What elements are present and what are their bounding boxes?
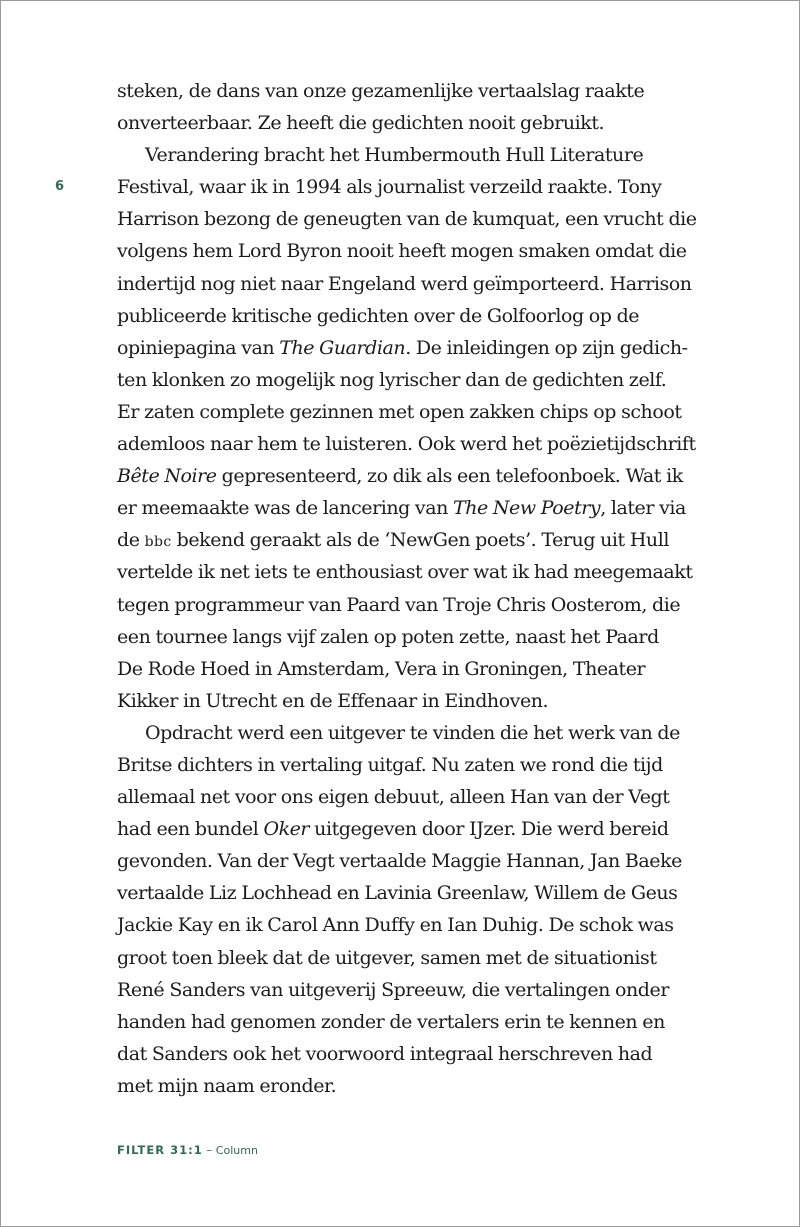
text-line: Harrison bezong de geneugten van de kumquat, een vrucht die — [117, 208, 697, 231]
text-line: Jackie Kay en ik Carol Ann Duffy en Ian Duhig. De schok was — [117, 914, 674, 937]
text-line: Verandering bracht het Humbermouth Hull Literature — [145, 144, 644, 167]
text-line: er meemaakte was de lancering van The New Poetry, later via — [117, 497, 686, 520]
text-line: opiniepagina van The Guardian. De inleidingen op zijn gedich- — [117, 336, 688, 359]
text-line: René Sanders van uitgeverij Spreeuw, die vertalingen onder — [117, 978, 669, 1001]
text-line: indertijd nog niet naar Engeland werd geïmporteerd. Harrison — [117, 272, 692, 295]
text-line: Britse dichters in vertaling uitgaf. Nu zaten we rond die tijd — [117, 753, 663, 776]
italic-title: Oker — [263, 818, 310, 841]
small-caps-abbreviation: bbc — [144, 534, 172, 551]
text-line: Festival, waar ik in 1994 als journalist verzeild raakte. Tony — [117, 176, 662, 199]
column-body — [117, 75, 697, 1102]
italic-title: Bête Noire — [117, 465, 217, 488]
page-number: 6 — [55, 179, 65, 194]
text-line: Er zaten complete gezinnen met open zakken chips op schoot — [117, 400, 682, 423]
text-line: handen had genomen zonder de vertalers erin te kennen en — [117, 1010, 665, 1033]
text-line: volgens hem Lord Byron nooit heeft mogen smaken omdat die — [117, 240, 687, 263]
text-line: Bête Noire gepresenteerd, zo dik als een telefoonboek. Wat ik — [117, 465, 683, 488]
text-line: een tournee langs vijf zalen op poten zette, naast het Paard — [117, 625, 659, 648]
text-line: Kikker in Utrecht en de Effenaar in Eindhoven. — [117, 689, 549, 712]
text-line: allemaal net voor ons eigen debuut, alleen Han van der Vegt — [117, 786, 670, 809]
text-line: De Rode Hoed in Amsterdam, Vera in Groningen, Theater — [117, 657, 646, 680]
text-line: publiceerde kritische gedichten over de Golfoorlog op de — [117, 304, 640, 327]
journal-name: FILTER 31:1 — [117, 1143, 203, 1157]
text-line: groot toen bleek dat de uitgever, samen met de situationist — [117, 946, 657, 969]
text-line: onverteerbaar. Ze heeft die gedichten nooit gebruikt. — [117, 112, 605, 135]
text-line: ten klonken zo mogelijk nog lyrischer dan de gedichten zelf. — [117, 368, 667, 391]
text-line: steken, de dans van onze gezamenlijke vertaalslag raakte — [117, 80, 645, 102]
text-line: gevonden. Van der Vegt vertaalde Maggie Hannan, Jan Baeke — [117, 850, 682, 873]
text-line: de bbc bekend geraakt als de ‘NewGen poets’. Terug uit Hull — [117, 529, 669, 552]
text-line: had een bundel Oker uitgegeven door IJzer. Die werd bereid — [117, 818, 669, 841]
text-line: ademloos naar hem te luisteren. Ook werd het poëzietijdschrift — [117, 433, 696, 456]
italic-title: The Guardian — [279, 336, 406, 359]
text-line: Opdracht werd een uitgever te vinden die het werk van de — [145, 721, 680, 744]
italic-title: The New Poetry — [452, 497, 601, 520]
footer-separator: – — [202, 1143, 216, 1157]
text-line: tegen programmeur van Paard van Troje Chris Oosterom, die — [117, 593, 681, 616]
section-label: Column — [215, 1144, 258, 1157]
text-line: dat Sanders ook het voorwoord integraal herschreven had — [117, 1042, 653, 1065]
text-line: vertelde ik net iets te enthousiast over wat ik had meegemaakt — [117, 561, 693, 584]
page-footer — [117, 1143, 258, 1157]
text-line: met mijn naam eronder. — [117, 1074, 337, 1097]
text-line: vertaalde Liz Lochhead en Lavinia Greenlaw, Willem de Geus — [117, 882, 678, 905]
